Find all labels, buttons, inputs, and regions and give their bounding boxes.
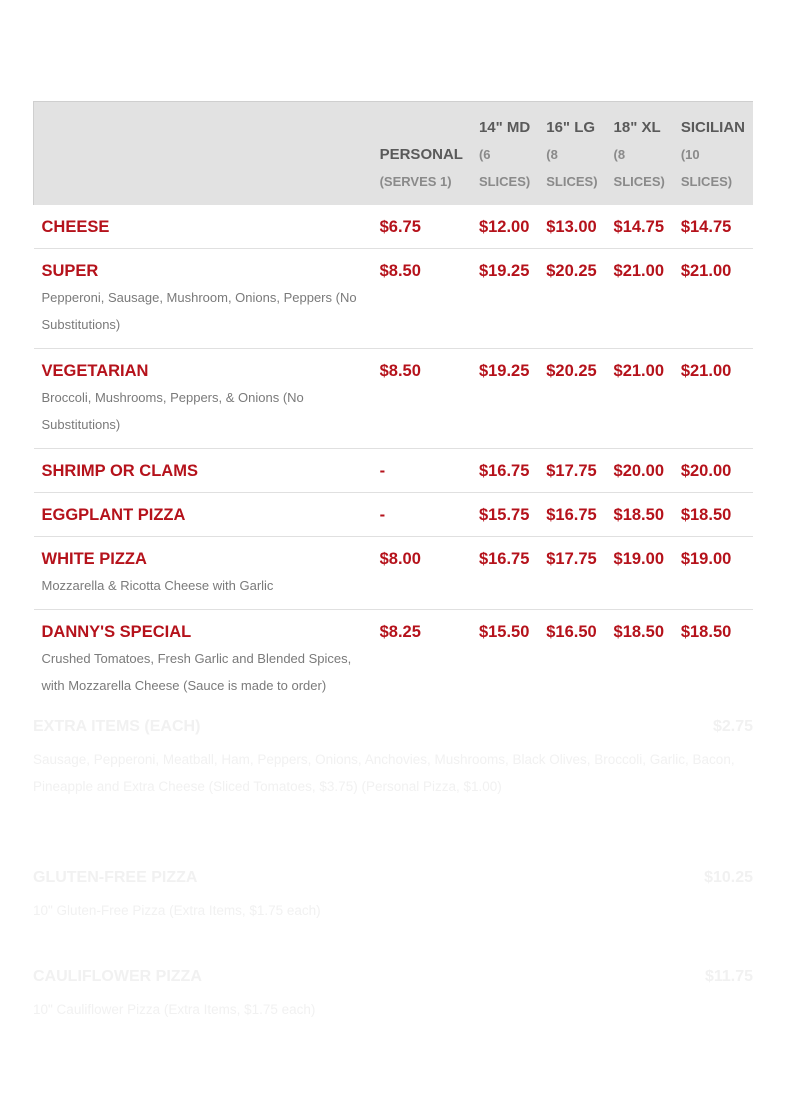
price-cell: $8.00 [372,537,471,610]
extra-items-section [33,718,753,800]
header-sublabel: (SERVES 1) [379,174,452,189]
item-name: VEGETARIAN [41,362,149,380]
cauliflower-price: $11.75 [704,968,753,985]
header-sicilian [673,102,753,206]
table-row [34,249,754,349]
price-cell: $19.25 [471,249,538,349]
extra-items-title: EXTRA ITEMS (EACH) [33,718,201,735]
price-cell: $8.50 [372,249,471,349]
gluten-free-section [33,869,753,924]
price-cell: $17.75 [538,537,605,610]
cauliflower-heading [33,968,753,986]
price-cell: $20.00 [673,449,753,493]
price-cell: - [372,449,471,493]
price-cell: $16.75 [471,537,538,610]
header-personal [372,102,471,206]
item-name: EGGPLANT PIZZA [41,506,186,524]
header-label: 18" XL [613,119,661,136]
gluten-free-heading [33,869,753,887]
price-cell: - [372,493,471,537]
item-description: Mozzarella & Ricotta Cheese with Garlic [41,578,274,593]
price-cell: $18.50 [613,623,664,641]
item-cell [34,205,372,249]
table-row [34,449,754,493]
item-cell [34,537,372,610]
cauliflower-title: CAULIFLOWER PIZZA [33,968,202,985]
price-cell: $21.00 [606,349,673,449]
price-cell: $16.75 [471,449,538,493]
price-cell: $15.50 [478,623,530,641]
item-cell [34,449,372,493]
header-sublabel: (8 SLICES) [613,147,665,189]
price-cell: $19.25 [471,349,538,449]
item-cell [34,249,372,349]
extra-items-description: Sausage, Pepperoni, Meatball, Ham, Peppers, Onions, Anchovies, Mushrooms, Black Olives, Broccoli, Garlic, Bacon, Pineapple and Extra Cheese (Sliced Tomatoes, $3.75) (Personal Pizza, $1.00) [33,752,735,794]
header-item-column [34,102,372,206]
header-label: PERSONAL [379,146,463,163]
table-row [34,205,754,249]
table-row [34,493,754,537]
price-cell: $18.50 [606,493,673,537]
item-description: Pepperoni, Sausage, Mushroom, Onions, Peppers (No Substitutions) [41,290,357,332]
price-cell: $14.75 [673,205,753,249]
pizza-price-table [33,101,753,709]
cauliflower-section [33,968,753,1023]
price-cell: $8.25 [379,623,421,641]
price-cell: $8.50 [372,349,471,449]
table-body [34,205,754,709]
table-header [34,102,754,206]
price-cell: $13.00 [538,205,605,249]
price-cell: $18.50 [680,623,732,641]
price-cell: $21.00 [673,249,753,349]
item-description: Crushed Tomatoes, Fresh Garlic and Blended Spices, with Mozzarella Cheese (Sauce is made to order) [41,651,352,693]
price-cell: $15.75 [471,493,538,537]
item-cell [34,610,372,710]
item-cell [34,493,372,537]
item-name: CHEESE [41,218,110,236]
gluten-free-description: 10" Gluten-Free Pizza (Extra Items, $1.75 each) [33,903,321,918]
gluten-free-price: $10.25 [704,869,753,886]
cauliflower-description: 10" Cauliflower Pizza (Extra Items, $1.75 each) [33,1002,316,1017]
item-name: SUPER [41,262,99,280]
price-cell: $21.00 [673,349,753,449]
price-cell: $21.00 [606,249,673,349]
header-label: 14" MD [478,119,531,136]
price-cell: $20.25 [538,349,605,449]
price-cell: $19.00 [606,537,673,610]
item-cell [34,349,372,449]
table-row [34,610,754,710]
table-row [34,537,754,610]
header-18-xl [606,102,673,206]
price-cell: $17.75 [538,449,605,493]
table-row [34,349,754,449]
extra-items-heading [33,718,753,736]
gluten-free-title: GLUTEN-FREE PIZZA [33,869,198,886]
header-16-lg [538,102,605,206]
price-cell: $12.00 [471,205,538,249]
item-name: WHITE PIZZA [41,550,147,568]
price-cell: $20.25 [538,249,605,349]
price-cell: $16.50 [546,623,597,641]
item-name: DANNY'S SPECIAL [41,623,192,641]
header-sublabel: (6 SLICES) [478,147,531,189]
header-sublabel: (8 SLICES) [546,147,598,189]
price-cell: $16.75 [538,493,605,537]
price-cell: $14.75 [606,205,673,249]
header-label: SICILIAN [680,119,745,136]
header-14-md [471,102,538,206]
header-label: 16" LG [546,119,596,136]
item-description: Broccoli, Mushrooms, Peppers, & Onions (No Substitutions) [41,390,304,432]
price-cell: $19.00 [673,537,753,610]
header-sublabel: (10 SLICES) [680,147,733,189]
price-cell: $20.00 [606,449,673,493]
header-row [34,102,754,206]
price-cell: $18.50 [673,493,753,537]
item-name: SHRIMP OR CLAMS [41,462,198,480]
price-cell: $6.75 [372,205,471,249]
extra-items-price: $2.75 [712,718,753,735]
